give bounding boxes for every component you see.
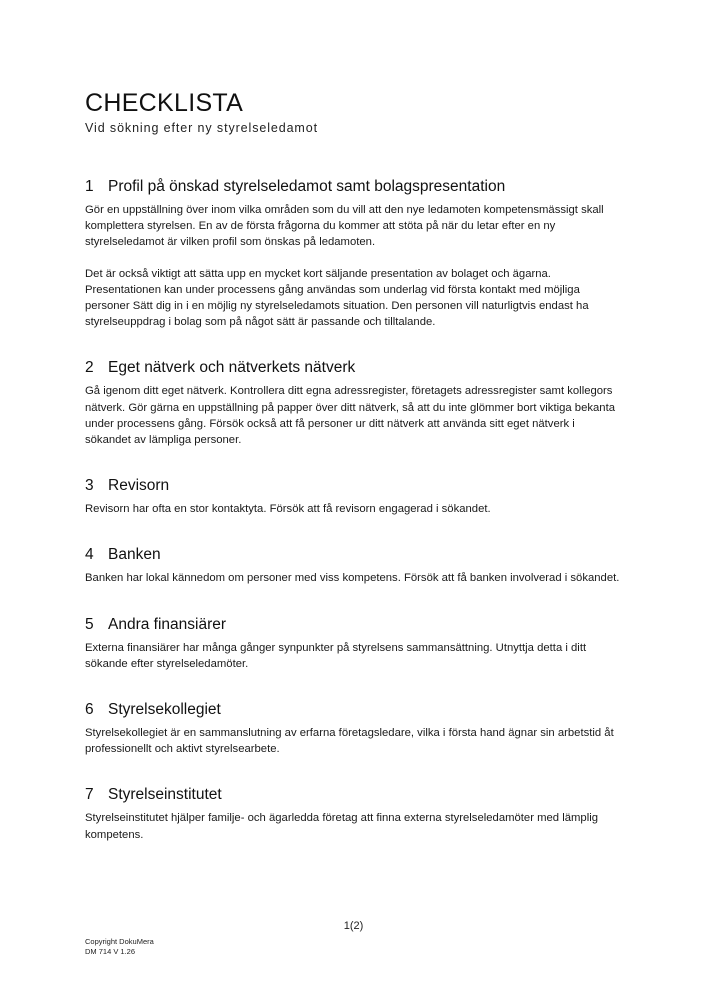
section-paragraph: Revisorn har ofta en stor kontaktyta. Försök att få revisorn engagerad i sökandet. <box>85 503 491 516</box>
section-heading-text: Eget nätverk och nätverkets nätverk <box>108 359 356 377</box>
section-heading <box>85 700 620 720</box>
checklist-section <box>85 615 620 672</box>
footer-copyright: Copyright DokuMera <box>85 937 154 946</box>
section-heading <box>85 615 620 635</box>
section-heading <box>85 785 620 805</box>
section-number: 1 <box>85 178 94 195</box>
section-heading-text: Banken <box>108 546 161 564</box>
footer-doc-id: DM 714 V 1.26 <box>85 947 136 956</box>
section-number: 2 <box>85 359 94 377</box>
section-heading-text: Profil på önskad styrelseledamot samt bolagspresentation <box>108 178 506 195</box>
document-page <box>85 88 620 871</box>
section-heading <box>85 177 620 197</box>
checklist-section <box>85 476 620 517</box>
section-paragraph: Gör en uppställning över inom vilka områden som du vill att den nye ledamoten kompetensmässigt skall komplettera styrelsen. En av de första frågorna du kommer att stöta på när du letar efter en ny styrelseledamot är vilken profil som önskas på ledamoten. <box>85 204 604 249</box>
section-heading-text: Styrelseinstitutet <box>108 786 222 804</box>
checklist-sections <box>85 177 620 843</box>
section-heading-text: Andra finansiärer <box>108 615 227 633</box>
section-paragraph: Styrelseinstitutet hjälper familje- och ägarledda företag att finna externa styrelseledamöter med lämplig kompetens. <box>85 812 599 841</box>
checklist-section <box>85 177 620 330</box>
page-number: 1(2) <box>343 920 364 932</box>
checklist-section <box>85 785 620 842</box>
section-heading <box>85 476 620 496</box>
document-subtitle: Vid sökning efter ny styrelseledamot <box>85 121 318 135</box>
section-paragraph: Gå igenom ditt eget nätverk. Kontrollera ditt egna adressregister, företagets adressregister samt kollegors nätverk. Gör gärna en uppställning på papper över ditt nätverk, så att du inte glömmer bort viktiga bekanta under processens gång. Försök också att få personer ur ditt nätverk att använda sitt eget nätverk i sökandet av lämpliga personer. <box>85 385 615 447</box>
section-number: 5 <box>85 615 94 633</box>
document-title: CHECKLISTA <box>85 89 244 117</box>
checklist-section <box>85 358 620 448</box>
section-heading <box>85 545 620 565</box>
section-number: 3 <box>85 477 94 495</box>
section-paragraph: Styrelsekollegiet är en sammanslutning av erfarna företagsledare, vilka i första hand ägnar sin arbetstid åt professionellt och aktivt styrelsearbete. <box>85 727 614 756</box>
section-number: 7 <box>85 786 94 804</box>
checklist-section <box>85 545 620 586</box>
section-paragraph: Externa finansiärer har många gånger synpunkter på styrelsens sammansättning. Utnyttja detta i ditt sökande efter styrelseledamöter. <box>85 641 587 670</box>
section-number: 6 <box>85 701 94 719</box>
section-heading <box>85 358 620 378</box>
footer <box>85 937 154 957</box>
section-heading-text: Revisorn <box>108 477 170 495</box>
checklist-section <box>85 700 620 757</box>
section-heading-text: Styrelsekollegiet <box>108 701 221 719</box>
section-number: 4 <box>85 546 94 564</box>
section-paragraph: Det är också viktigt att sätta upp en mycket kort säljande presentation av bolaget och ägarna. Presentationen kan under processens gång användas som underlag vid första kontakt med möjliga personer Sätt dig in i en möjlig ny styrelseledamots situation. Den personen vill naturligtvis endast ha styrelseuppdrag i bolag som på något sätt är passande och tilltalande. <box>85 267 589 329</box>
section-paragraph: Banken har lokal kännedom om personer med viss kompetens. Försök att få banken involverad i sökandet. <box>85 572 620 585</box>
